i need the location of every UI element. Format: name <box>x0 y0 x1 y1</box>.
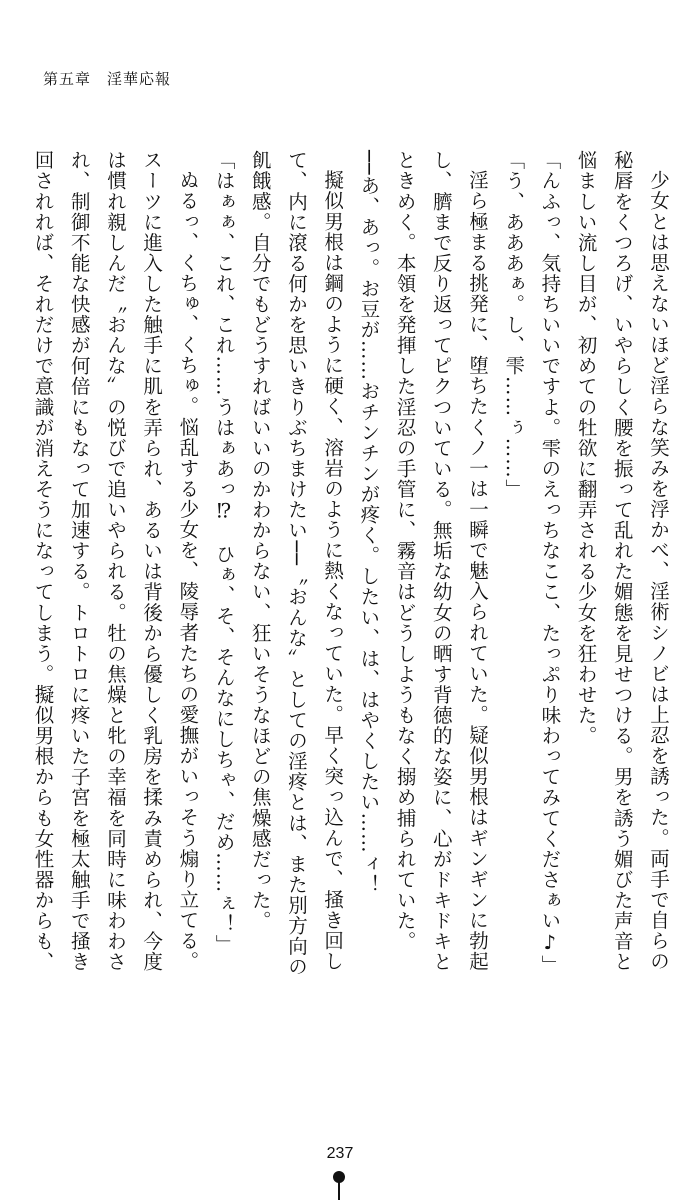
paragraph: 少女とは思えないほど淫らな笑みを浮かべ、淫術シノビは上忍を誘った。両手で自らの秘唇をくつろげ、いやらしく腰を振って乱れた媚態を見せつける。男を誘う媚びた声音と悩ましい流し目が、初めての牡欲に翻弄される少女を狂わせた。 <box>574 150 670 972</box>
paragraph: 擬似男根は鋼のように硬く、溶岩のように熱くなっていた。早く突っ込んで、掻き回して、内に滾る何かを思いきりぶちまけたい──〝おんな〟としての淫疼とは、また別方向の飢餓感。自分でもどうすればいいのかわからない、狂いそうなほどの焦燥感だった。 <box>248 150 345 978</box>
dialogue-line: 「う、あああぁ。し、雫……ぅ……」 <box>502 150 526 500</box>
body-text-vertical <box>16 150 676 980</box>
page-number: 237 <box>326 1145 354 1162</box>
folio-rule <box>338 1180 340 1200</box>
paragraph: 淫ら極まる挑発に、堕ちたくノ一は一瞬で魅入られていた。疑似男根はギンギンに勃起し、臍まで反り返ってピクついている。無垢な幼女の晒す背徳的な姿に、心がドキドキとときめく。本領を発揮した淫忍の手管に、霧音はどうしようもなく搦め捕られていた。 <box>393 150 489 972</box>
paragraph: ぬるっ、くちゅ、くちゅ。悩乱する少女を、陵辱者たちの愛撫がいっそう煽り立てる。スーツに進入した触手に肌を弄られ、あるいは背後から優しく乳房を揉み責められ、今度は慣れ親しんだ〝おんな〟の悦びで追いやられる。牡の焦燥と牝の幸福を同時に味わわされ、制御不能な快感が何倍にもなって加速する。トロトロに疼いた子宮を極太触手で掻き回されれば、それだけで意識が消えそうになってしまう。擬似男根からも女性器からも、 <box>31 150 200 972</box>
dialogue-line: 「んふっ、気持ちいいですよ。雫のえっちなここ、たっぷり味わってみてくださぁい♪」 <box>538 150 562 976</box>
dialogue-line: 「はぁぁ、これ、これ……うはぁあっ⁉ ひぁ、そ、そんなにしちゃ、だめ……ぇ！」 <box>212 150 236 955</box>
running-head-chapter-title: 第五章 淫華応報 <box>43 70 172 88</box>
inner-monologue: ──あ、あっ。お豆が……おチンチンが疼く。したい、は、はやくしたい……ィ！ <box>357 150 381 895</box>
